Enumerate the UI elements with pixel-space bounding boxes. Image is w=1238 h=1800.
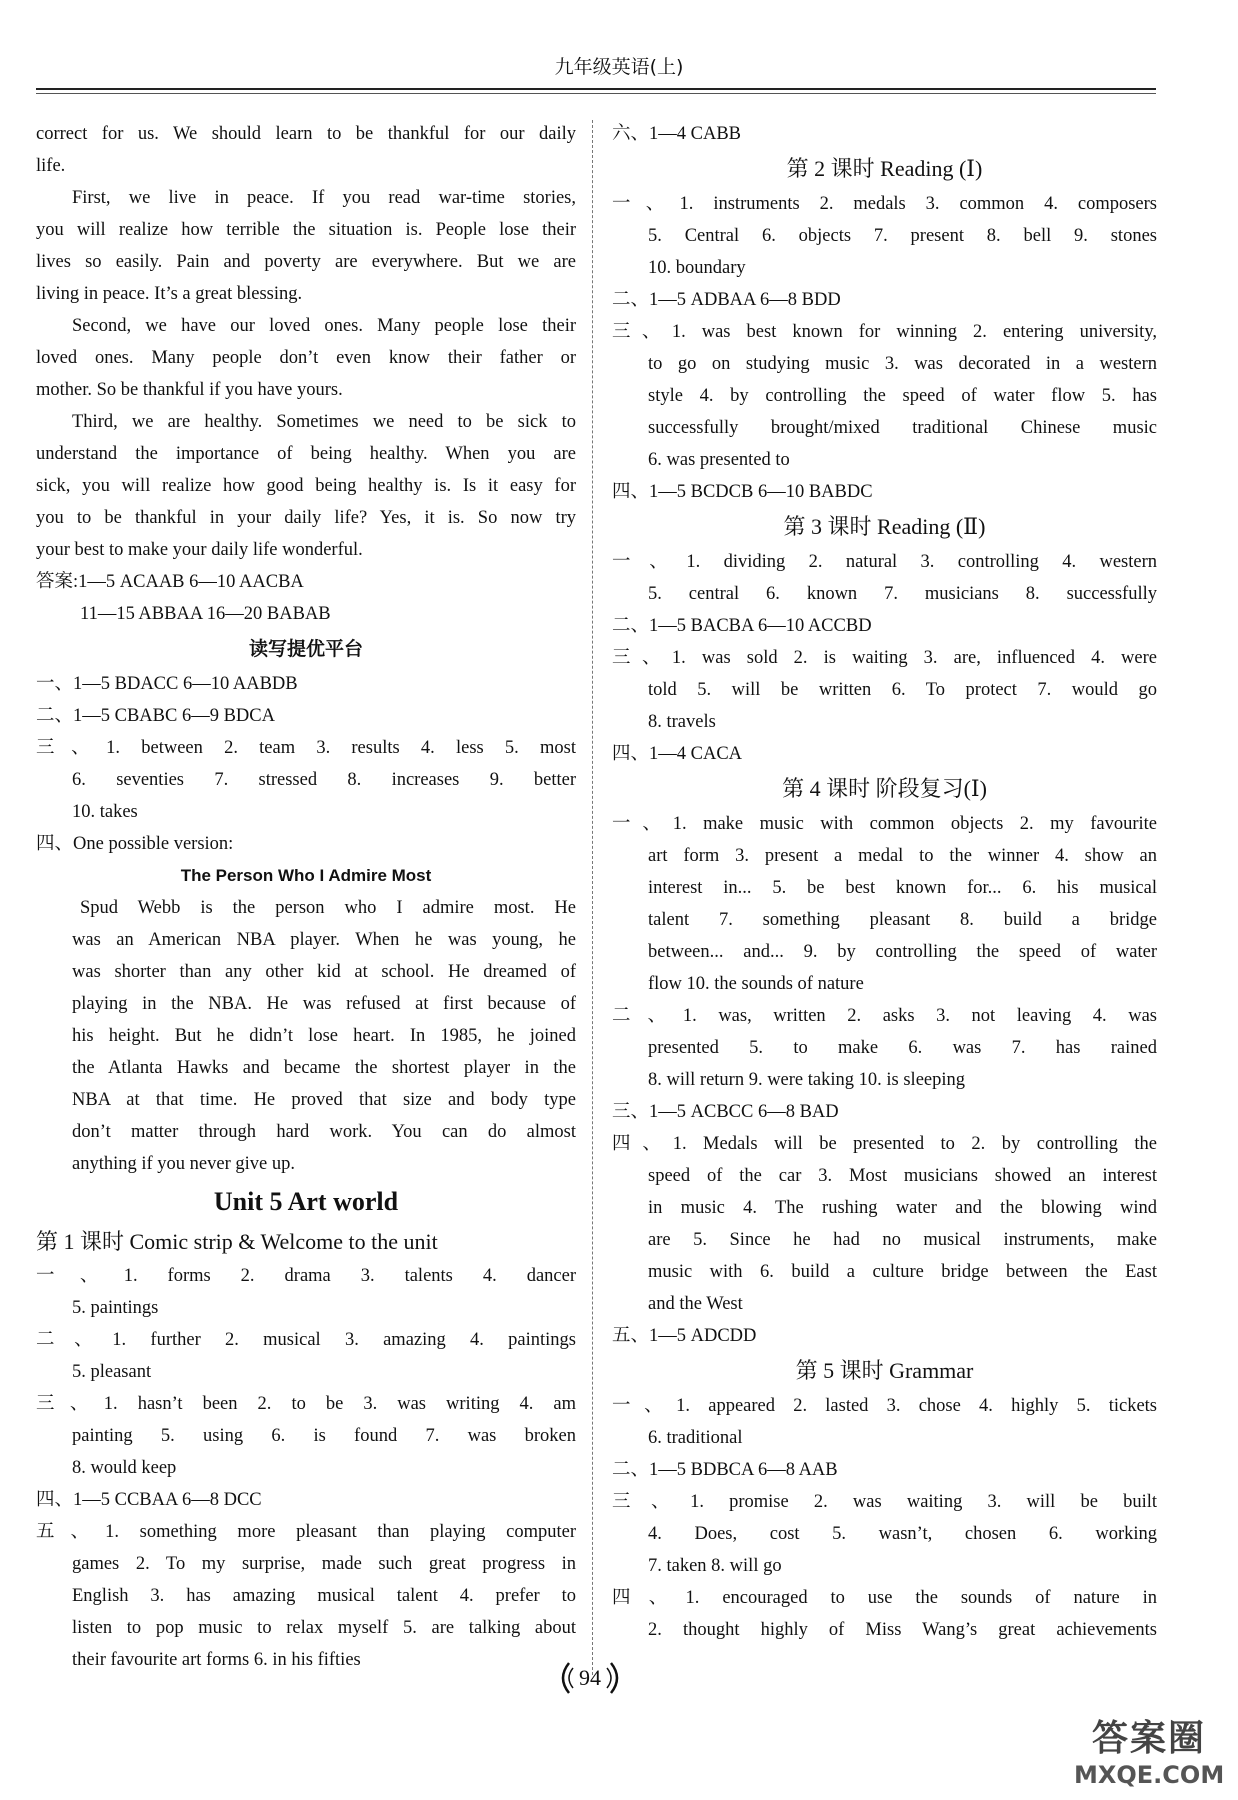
left-line: mother. So be thankful if you have yours. <box>36 380 343 400</box>
right-line: 第 5 课时 Grammar <box>795 1358 974 1383</box>
left-line: 5. paintings <box>72 1298 159 1318</box>
right-line: 7. taken 8. will go <box>648 1556 782 1576</box>
right-line: 二、1. was, written 2. asks 3. not leaving 4. was <box>612 1006 1157 1026</box>
left-line: 三、1. hasn’t been 2. to be 3. was writing 4. am <box>36 1394 576 1414</box>
site-watermark <box>1074 1710 1224 1790</box>
left-line: life. <box>36 156 66 176</box>
left-line: lives so easily. Pain and poverty are everywhere. But we are <box>36 252 576 272</box>
right-line: 四、1—5 BCDCB 6—10 BABDC <box>612 482 873 502</box>
right-line: 六、1—4 CABB <box>612 124 742 144</box>
right-line: flow 10. the sounds of nature <box>648 974 864 994</box>
right-line: successfully brought/mixed traditional Chinese music <box>648 418 1157 438</box>
right-line: told 5. will be written 6. To protect 7. would go <box>648 680 1157 700</box>
right-line: to go on studying music 3. was decorated in a western <box>648 354 1157 374</box>
left-line: NBA at that time. He proved that size and body type <box>72 1090 576 1110</box>
left-line: Second, we have our loved ones. Many people lose their <box>72 316 576 336</box>
right-line: speed of the car 3. Most musicians showed an interest <box>648 1166 1157 1186</box>
left-line: 四、One possible version: <box>36 834 234 854</box>
left-line: 一、1—5 BDACC 6—10 AABDB <box>36 674 298 694</box>
right-line: 二、1—5 BDBCA 6—8 AAB <box>612 1460 838 1480</box>
left-line: you will realize how terrible the situation is. People lose their <box>36 220 576 240</box>
right-line: style 4. by controlling the speed of water flow 5. has <box>648 386 1157 406</box>
header-rule-thin <box>36 93 1156 94</box>
left-line: loved ones. Many people don’t even know their father or <box>36 348 576 368</box>
right-line: between... and... 9. by controlling the speed of water <box>648 942 1157 962</box>
left-line: First, we live in peace. If you read war-time stories, <box>72 188 576 208</box>
left-line: Third, we are healthy. Sometimes we need to be sick to <box>72 412 576 432</box>
right-line: 第 4 课时 阶段复习(Ⅰ) <box>782 776 987 801</box>
right-line: 四、1. encouraged to use the sounds of nature in <box>612 1588 1157 1608</box>
left-line: your best to make your daily life wonderful. <box>36 540 363 560</box>
right-line: and the West <box>648 1294 743 1314</box>
right-line: 三、1—5 ACBCC 6—8 BAD <box>612 1102 839 1122</box>
left-line: 8. would keep <box>72 1458 177 1478</box>
left-line: his height. But he didn’t lose heart. In 1985, he joined <box>72 1026 576 1046</box>
right-line: 一、1. instruments 2. medals 3. common 4. composers <box>612 194 1157 214</box>
right-line: talent 7. something pleasant 8. build a bridge <box>648 910 1157 930</box>
left-line: 二、1—5 CBABC 6—9 BDCA <box>36 706 275 726</box>
left-line: you to be thankful in your daily life? Yes, it is. So now try <box>36 508 576 528</box>
right-line: 第 3 课时 Reading (Ⅱ) <box>783 514 986 539</box>
right-line: 三、1. was best known for winning 2. entering university, <box>612 322 1157 342</box>
right-line: 二、1—5 BACBA 6—10 ACCBD <box>612 616 872 636</box>
left-line: the Atlanta Hawks and became the shortest player in the <box>72 1058 576 1078</box>
left-line: Spud Webb is the person who I admire most. He <box>80 898 576 918</box>
right-line: are 5. Since he had no musical instruments, make <box>648 1230 1157 1250</box>
left-line: 二、1. further 2. musical 3. amazing 4. paintings <box>36 1330 576 1350</box>
column-divider <box>592 120 593 1675</box>
right-line: 三、1. was sold 2. is waiting 3. are, influenced 4. were <box>612 648 1157 668</box>
header-rule <box>36 88 1156 90</box>
left-line: 三、1. between 2. team 3. results 4. less 5. most <box>36 738 576 758</box>
left-line: was an American NBA player. When he was young, he <box>72 930 576 950</box>
left-line: 10. takes <box>72 802 138 822</box>
right-line: 第 2 课时 Reading (Ⅰ) <box>786 156 983 181</box>
left-line: 11—15 ABBAA 16—20 BABAB <box>80 604 331 624</box>
right-line: 三、1. promise 2. was waiting 3. will be built <box>612 1492 1157 1512</box>
right-column <box>612 118 1157 1646</box>
right-line: 10. boundary <box>648 258 746 278</box>
watermark-logo-text: 答案圈 <box>1091 1718 1206 1759</box>
right-line: 2. thought highly of Miss Wang’s great achievements <box>648 1620 1157 1640</box>
right-line: presented 5. to make 6. was 7. has rained <box>648 1038 1157 1058</box>
right-line: music with 6. build a culture bridge between the East <box>648 1262 1157 1282</box>
right-line: 8. travels <box>648 712 716 732</box>
page-number <box>555 1660 625 1696</box>
right-line: 5. Central 6. objects 7. present 8. bell 9. stones <box>648 226 1157 246</box>
left-line: anything if you never give up. <box>72 1154 295 1174</box>
right-line: art form 3. present a medal to the winner 4. show an <box>648 846 1157 866</box>
left-line: playing in the NBA. He was refused at first because of <box>72 994 576 1014</box>
left-line: games 2. To my surprise, made such great progress in <box>72 1554 576 1574</box>
left-line: correct for us. We should learn to be thankful for our daily <box>36 124 576 144</box>
left-line: 四、1—5 CCBAA 6—8 DCC <box>36 1490 262 1510</box>
right-line: 四、1. Medals will be presented to 2. by controlling the <box>612 1134 1157 1154</box>
right-line: interest in... 5. be best known for... 6. his musical <box>648 878 1157 898</box>
left-line: don’t matter through hard work. You can do almost <box>72 1122 576 1142</box>
left-line: their favourite art forms 6. in his fifties <box>72 1650 361 1670</box>
page-number-text: 94 <box>579 1665 601 1690</box>
left-line: was shorter than any other kid at school. He dreamed of <box>72 962 576 982</box>
right-line: 一、1. appeared 2. lasted 3. chose 4. highly 5. tickets <box>612 1396 1157 1416</box>
left-line: 五、1. something more pleasant than playing computer <box>36 1522 576 1542</box>
left-line: 5. pleasant <box>72 1362 152 1382</box>
left-line: 一、1. forms 2. drama 3. talents 4. dancer <box>36 1266 576 1286</box>
right-line: 4. Does, cost 5. wasn’t, chosen 6. working <box>648 1524 1157 1544</box>
right-line: 二、1—5 ADBAA 6—8 BDD <box>612 290 841 310</box>
right-line: 5. central 6. known 7. musicians 8. successfully <box>648 584 1157 604</box>
left-line: The Person Who I Admire Most <box>180 866 432 885</box>
running-header: 九年级英语(上) <box>554 56 684 78</box>
right-line: 五、1—5 ADCDD <box>612 1326 757 1346</box>
right-line: 一、1. dividing 2. natural 3. controlling 4. western <box>612 552 1157 572</box>
left-line: 读写提优平台 <box>248 638 363 660</box>
left-line: painting 5. using 6. is found 7. was broken <box>72 1426 576 1446</box>
left-line: 第 1 课时 Comic strip & Welcome to the unit <box>36 1229 438 1254</box>
right-line: in music 4. The rushing water and the blowing wind <box>648 1198 1157 1218</box>
right-line: 6. traditional <box>648 1428 743 1448</box>
right-line: 6. was presented to <box>648 450 790 470</box>
left-line: living in peace. It’s a great blessing. <box>36 284 303 304</box>
left-line: 答案:1—5 ACAAB 6—10 AACBA <box>36 572 304 592</box>
right-line: 一、1. make music with common objects 2. my favourite <box>612 814 1157 834</box>
left-line: Unit 5 Art world <box>213 1187 399 1216</box>
left-line: listen to pop music to relax myself 5. are talking about <box>72 1618 576 1638</box>
right-line: 四、1—4 CACA <box>612 744 743 764</box>
watermark-url: MXQE.COM <box>1074 1761 1225 1789</box>
left-line: English 3. has amazing musical talent 4. prefer to <box>72 1586 576 1606</box>
left-line: 6. seventies 7. stressed 8. increases 9. better <box>72 770 576 790</box>
right-line: 8. will return 9. were taking 10. is sleeping <box>648 1070 966 1090</box>
left-column <box>36 118 576 1676</box>
left-line: sick, you will realize how good being healthy is. Is it easy for <box>36 476 576 496</box>
left-line: understand the importance of being healthy. When you are <box>36 444 576 464</box>
